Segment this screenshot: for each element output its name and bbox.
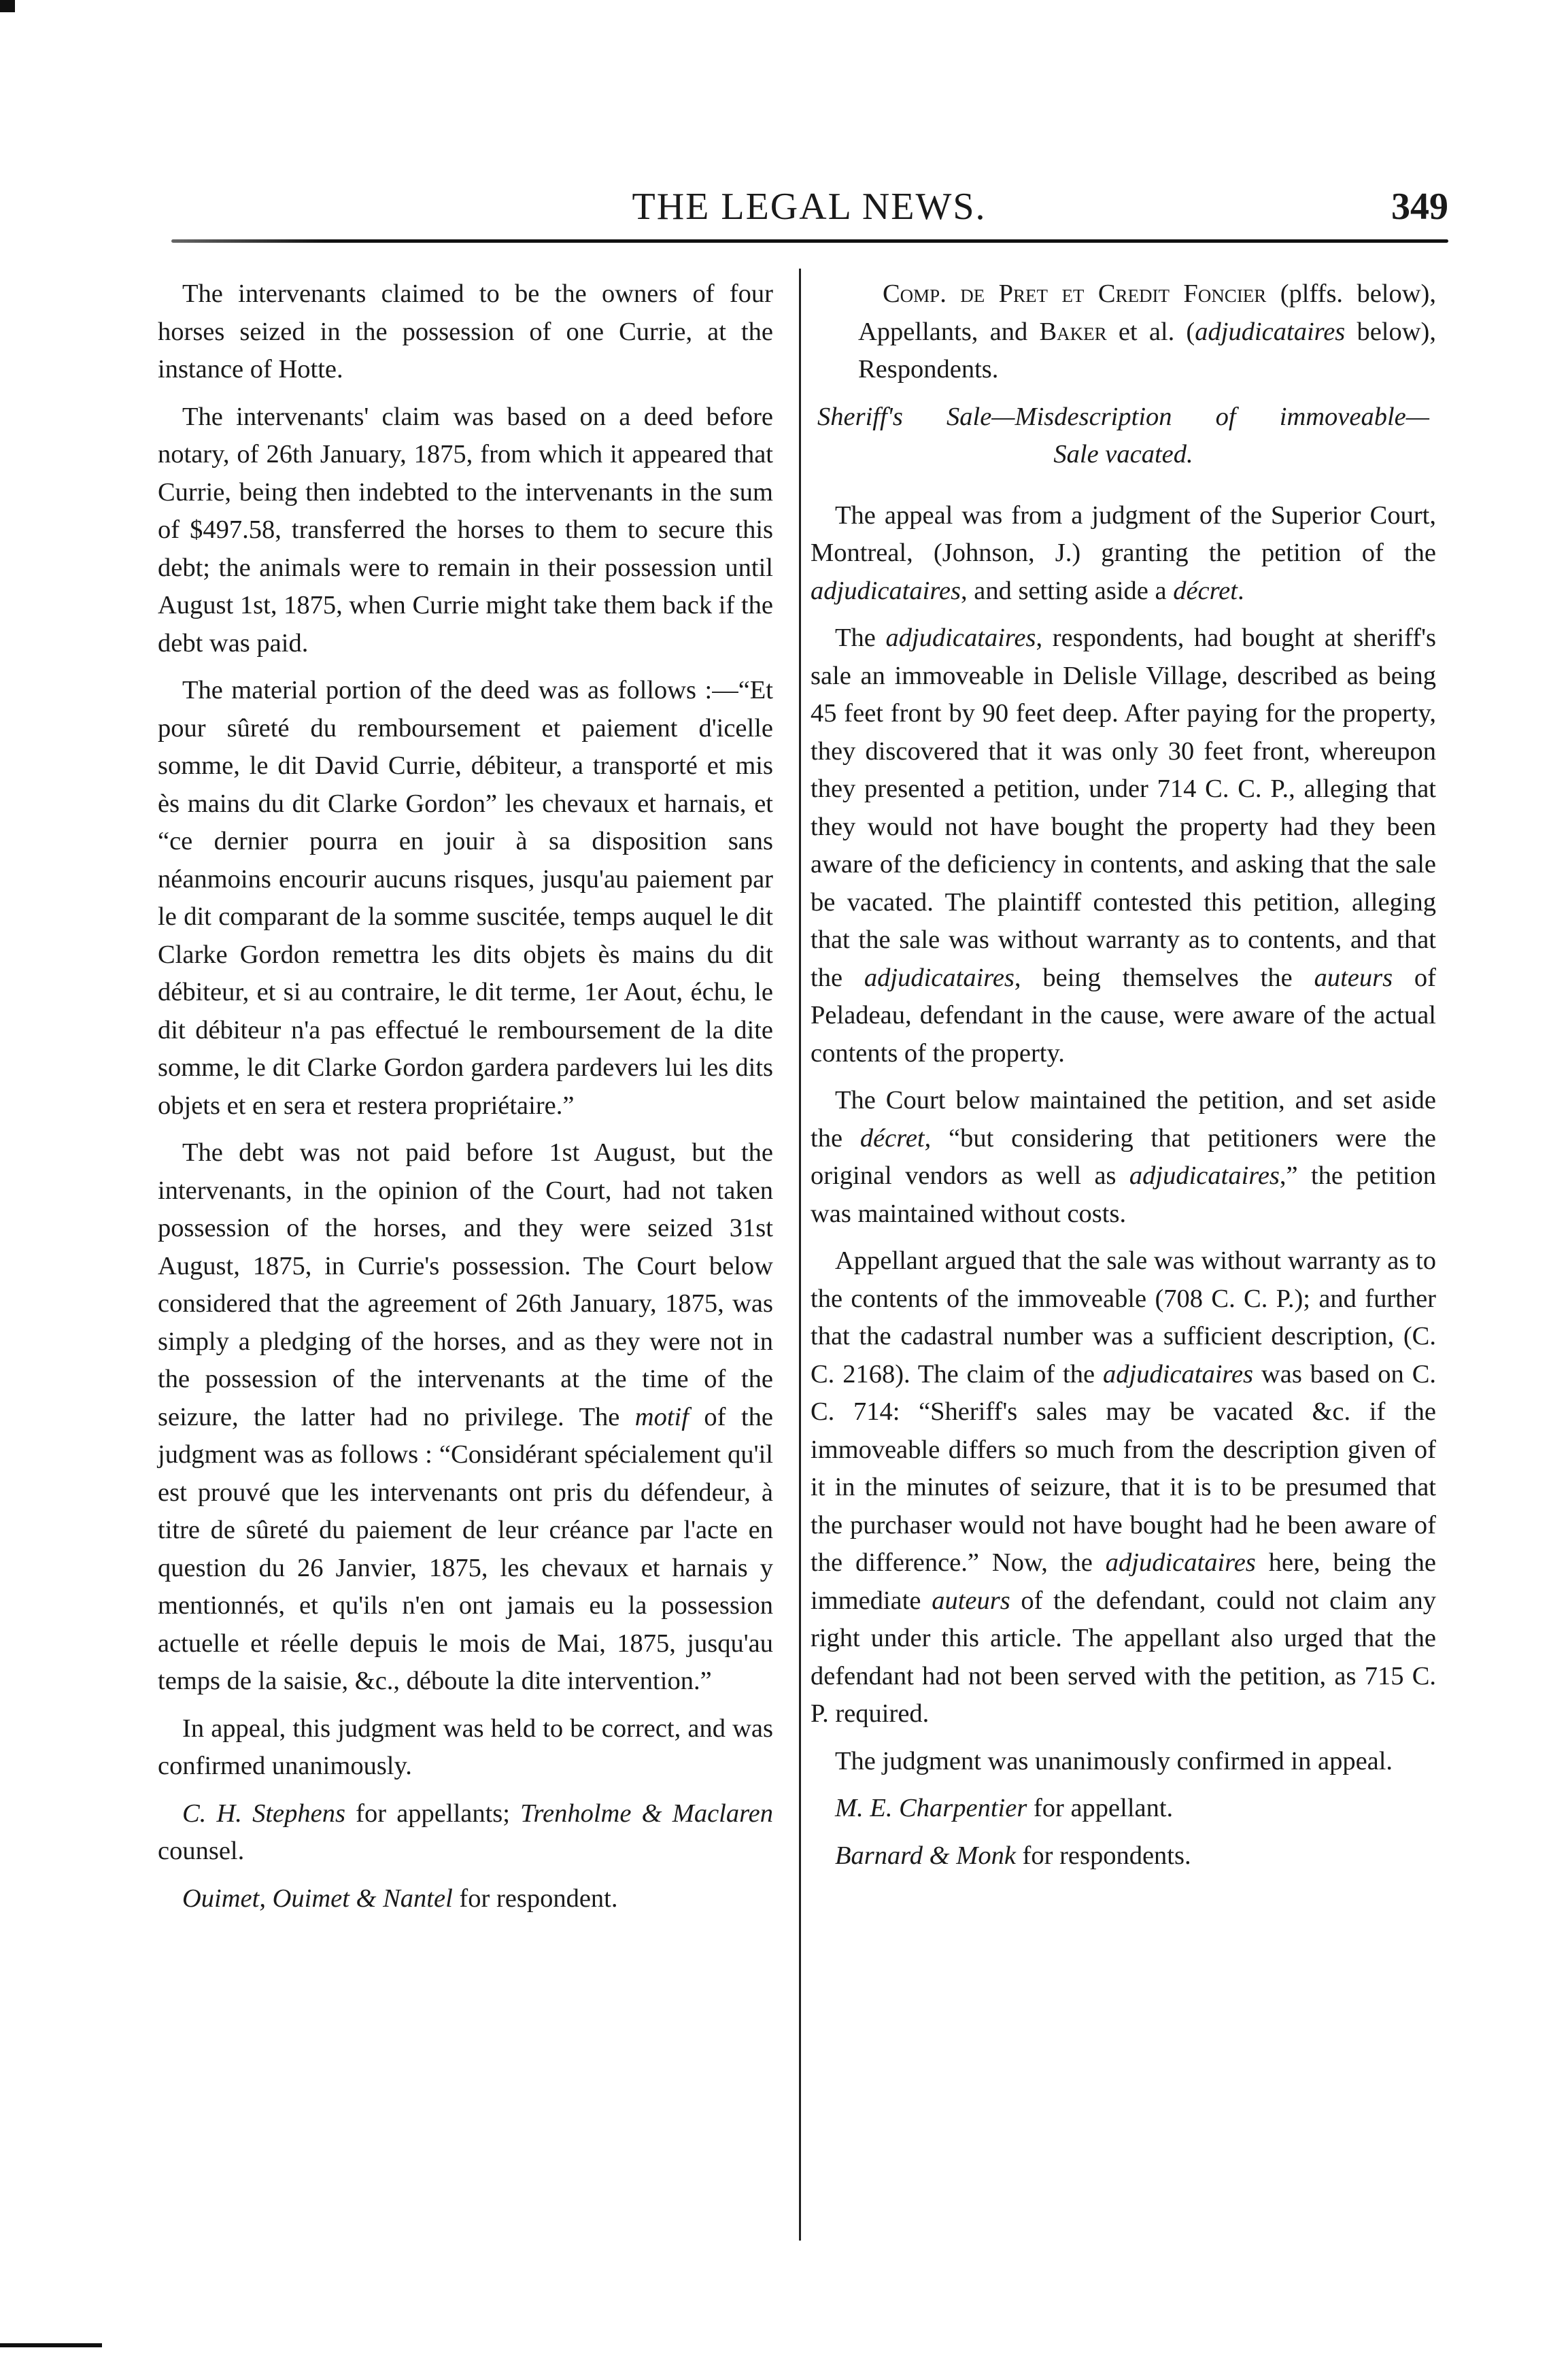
text-run: et al. ( xyxy=(1106,317,1195,346)
paragraph: The material portion of the deed was as follows :—“Et pour sûreté du remboursement et paiement d'icelle somme, le dit David Currie, débiteur, a transporté et mis ès mains du dit Clarke Gordon” les chevaux et harnais, et “ce dernier pourra en jouir à sa disposition sans néanmoins encourir aucuns risques, jusqu'au paiement par le dit comparant de la somme suscitée, temps auquel le dit Clarke Gordon remettra les dits objets ès mains du dit débiteur, et si au contraire, le dit terme, 1er Aout, échu, le dit débiteur n'a pas effectué le remboursement de la dite somme, le dit Clarke Gordon gardera pardevers lui les dits objets et en sera et restera propriétaire.” xyxy=(158,676,773,1120)
italic-term: motif xyxy=(634,1402,689,1431)
text-run: here, being the immediate xyxy=(811,1548,1436,1615)
text-run: , “but considering that petitioners were the original vendors as well as xyxy=(811,1123,1436,1190)
text-run: was based on C. C. 714: “Sheriff's sales may be vacated &c. if the immoveable differs so much from the description given of it in the minutes of seizure, that it is to be presumed that the purchaser would not have bought had he been aware of the difference.” Now, the xyxy=(811,1359,1437,1577)
headnote xyxy=(811,398,1436,474)
text-run: for respondent. xyxy=(452,1884,618,1913)
italic-term: auteurs xyxy=(1314,963,1393,992)
counsel-name: Trenholme & Maclaren xyxy=(520,1799,773,1828)
text-run: The Court below maintained the petition, and set aside the xyxy=(811,1086,1436,1153)
text-run: (plffs. below), Appellants, and xyxy=(858,279,1436,346)
paragraph xyxy=(811,1242,1436,1733)
counsel-line xyxy=(158,1795,773,1871)
paragraph xyxy=(811,619,1436,1072)
counsel-line xyxy=(158,1880,773,1918)
paragraph: The intervenants' claim was based on a deed before notary, of 26th January, 1875, from which it appeared that Currie, being then indebted to the intervenants in the sum of $497.58, transferred the horses to them to secure this debt; the animals were to remain in their possession until August 1st, 1875, when Currie might take them back if the debt was paid. xyxy=(158,402,773,658)
text-run: for respondents. xyxy=(1015,1841,1191,1870)
counsel-line xyxy=(811,1837,1436,1875)
paragraph xyxy=(158,1134,773,1701)
paragraph: In appeal, this judgment was held to be correct, and was confirmed unanimously. xyxy=(158,1714,773,1780)
counsel-line xyxy=(811,1790,1436,1828)
text-run: , respondents, had bought at sheriff's sale an immoveable in Delisle Village, described as being 45 feet front by 90 feet deep. After paying for the property, they discovered that it was only 30 feet front, whereupon they presented a petition, under 714 C. C. P., alleging that they would not have bought the property had they been aware of the deficiency in contents, and asking that the sale be vacated. The plaintiff contested this petition, alleging that the sale was without warranty as to contents, and that the xyxy=(811,624,1436,992)
text-run: counsel. xyxy=(158,1837,245,1865)
text-run: below), Respondents. xyxy=(858,317,1437,384)
header-rule xyxy=(171,239,1448,243)
text-run: , being themselves the xyxy=(1014,963,1314,992)
text-run: for appellants; xyxy=(345,1799,521,1828)
italic-term: auteurs xyxy=(932,1586,1010,1615)
counsel-name: M. E. Charpentier xyxy=(835,1794,1027,1822)
text-run: of the judgment was as follows : “Considérant spécialement qu'il est prouvé que les intervenants ont pris du défendeur, à titre de sûreté du paiement de leur créance par l'acte en question du 26 Janvier, 1875, les chevaux et harnais y mentionnés, et qu'ils n'en ont jamais eu la possession actuelle et réelle depuis le mois de Mai, 1875, jusqu'au temps de la saisie, &c., déboute la dite intervention.” xyxy=(158,1402,773,1695)
paragraph xyxy=(811,497,1436,611)
scan-corner-mark xyxy=(0,0,15,12)
party-name: Comp. de Pret et Credit Foncier xyxy=(883,279,1267,308)
text-run: The debt was not paid before 1st August, but the intervenants, in the opinion of the Court, had not taken possession of the horses, and they were seized 31st August, 1875, in Currie's possession. The Court below considered that the agreement of 26th January, 1875, was simply a pledging of the horses, and as they were not in the possession of the intervenants at the time of the seizure, the latter had no privilege. The xyxy=(158,1138,773,1431)
headnote-line: Sheriff's Sale—Misdescription of immoveable— xyxy=(817,402,1429,431)
right-column xyxy=(811,275,1436,1884)
text-run: of the defendant, could not claim any right under this article. The appellant also urged that the defendant had not been served with the petition, as 715 C. P. required. xyxy=(811,1586,1436,1728)
left-column xyxy=(158,275,773,1927)
italic-term: adjudicataires xyxy=(1105,1548,1256,1577)
text-run: The appeal was from a judgment of the Superior Court, Montreal, (Johnson, J.) granting the petition of the xyxy=(811,500,1436,567)
italic-term: adjudicataires xyxy=(1129,1161,1280,1190)
page-number: 349 xyxy=(1391,186,1448,228)
italic-term: décret xyxy=(859,1123,925,1153)
column-divider xyxy=(799,269,801,2241)
paragraph xyxy=(811,1082,1436,1233)
paragraph: The intervenants claimed to be the owners of four horses seized in the possession of one Currie, at the instance of Hotte. xyxy=(158,279,773,384)
text-run: for appellant. xyxy=(1027,1794,1174,1822)
scan-bottom-mark xyxy=(0,2343,102,2347)
counsel-name: C. H. Stephens xyxy=(182,1799,345,1828)
headnote-line: Sale vacated. xyxy=(1053,440,1193,469)
italic-term: décret xyxy=(1173,576,1238,605)
running-head: THE LEGAL NEWS. xyxy=(632,186,987,228)
italic-term: adjudicataires xyxy=(885,624,1036,652)
text-run: of Peladeau, defendant in the cause, were aware of the actual contents of the property. xyxy=(811,963,1436,1068)
paragraph: The judgment was unanimously confirmed in appeal. xyxy=(835,1746,1393,1775)
italic-term: adjudicataires xyxy=(864,963,1015,992)
text-run: , and setting aside a xyxy=(961,576,1174,605)
text-run: Appellant argued that the sale was without warranty as to the contents of the immoveable (708 C. C. P.); and further that the cadastral number was a sufficient description, (C. C. 2168). The claim of the xyxy=(811,1246,1436,1389)
italic-term: adjudicataires xyxy=(1103,1359,1254,1389)
text-run: . xyxy=(1237,576,1244,605)
text-run: ,” the petition was maintained without costs. xyxy=(811,1161,1436,1228)
italic-term: adjudicataires xyxy=(811,576,961,605)
text-run: The xyxy=(835,624,886,652)
counsel-name: Barnard & Monk xyxy=(835,1841,1016,1870)
italic-term: adjudicataires xyxy=(1195,317,1346,346)
party-name: Baker xyxy=(1039,317,1107,346)
case-title xyxy=(811,275,1436,389)
counsel-name: Ouimet, Ouimet & Nantel xyxy=(182,1884,453,1913)
page-header xyxy=(170,185,1448,239)
